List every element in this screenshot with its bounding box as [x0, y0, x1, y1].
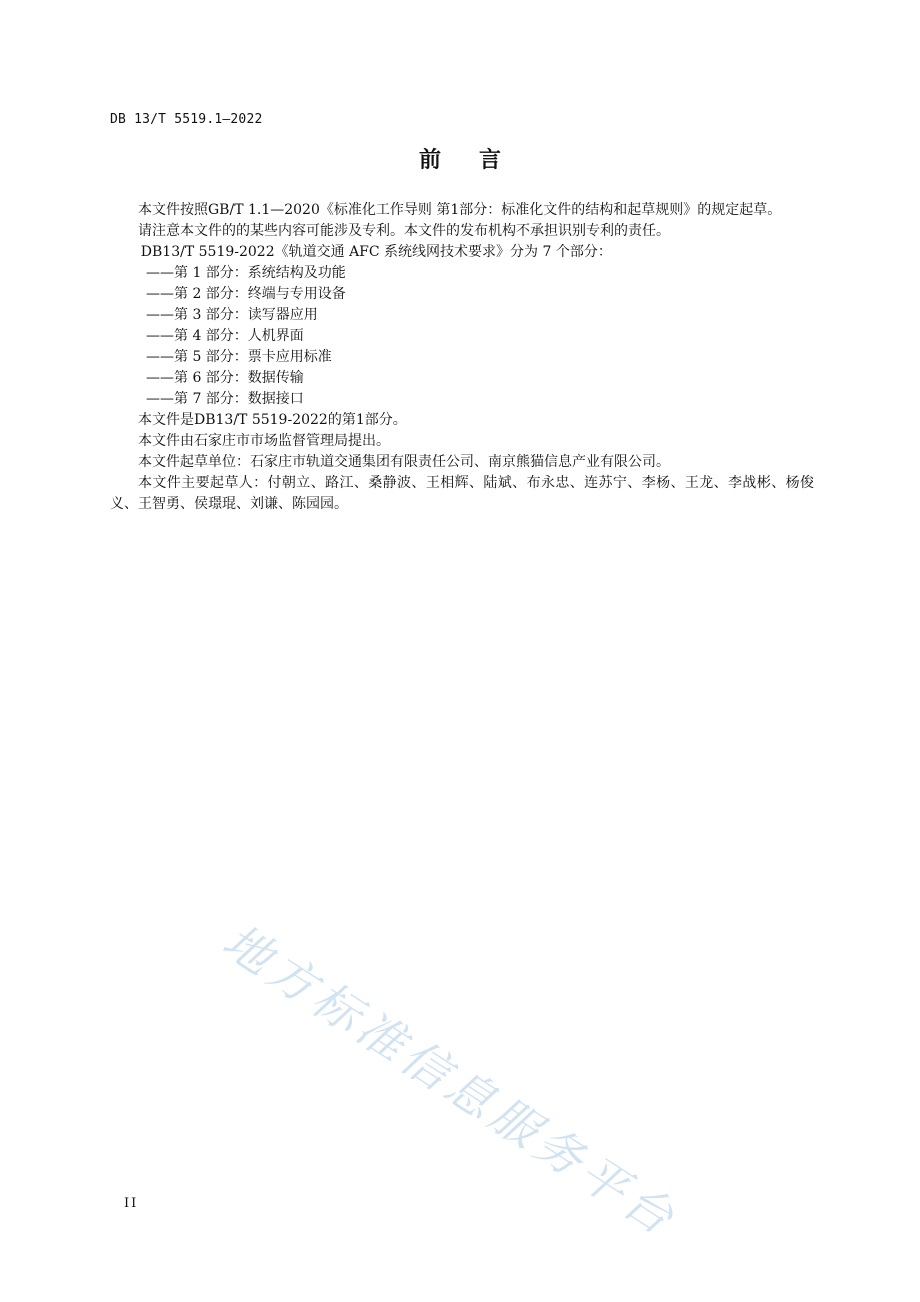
paragraph-part-of-series: 本文件是DB13/T 5519-2022的第1部分。 [138, 412, 407, 428]
watermark: 地方标准信息服务平台 [212, 913, 688, 1249]
paragraph-patent-notice: 请注意本文件的的某些内容可能涉及专利。本文件的发布机构不承担识别专利的责任。 [138, 223, 670, 239]
list-item: ——第 5 部分：票卡应用标准 [146, 349, 332, 365]
paragraph-parts-intro: DB13/T 5519-2022《轨道交通 AFC 系统线网技术要求》分为 7 个部分： [140, 244, 612, 260]
page-title: 前言 [418, 148, 539, 173]
paragraph-proposer: 本文件由石家庄市市场监督管理局提出。 [138, 433, 390, 449]
page-number: II [124, 1196, 139, 1211]
parts-list [110, 263, 814, 410]
document-body [110, 200, 814, 515]
paragraph-drafting-units: 本文件起草单位：石家庄市轨道交通集团有限责任公司、南京熊猫信息产业有限公司。 [138, 454, 670, 470]
paragraph-drafting-rules: 本文件按照GB/T 1.1—2020《标准化工作导则 第1部分：标准化文件的结构和起草规则》的规定起草。 [138, 202, 782, 218]
list-item: ——第 3 部分：读写器应用 [146, 307, 318, 323]
list-item: ——第 7 部分：数据接口 [146, 391, 304, 407]
list-item: ——第 1 部分：系统结构及功能 [146, 265, 346, 281]
list-item: ——第 6 部分：数据传输 [146, 370, 304, 386]
list-item: ——第 4 部分：人机界面 [146, 328, 304, 344]
document-code: DB 13/T 5519.1—2022 [110, 112, 263, 127]
list-item: ——第 2 部分：终端与专用设备 [146, 286, 346, 302]
paragraph-drafters: 本文件主要起草人：付朝立、路江、桑静波、王相辉、陆斌、布永忠、连苏宁、李杨、王龙、李战彬、杨俊义、王智勇、侯璟琨、刘谦、陈园园。 [110, 475, 814, 512]
